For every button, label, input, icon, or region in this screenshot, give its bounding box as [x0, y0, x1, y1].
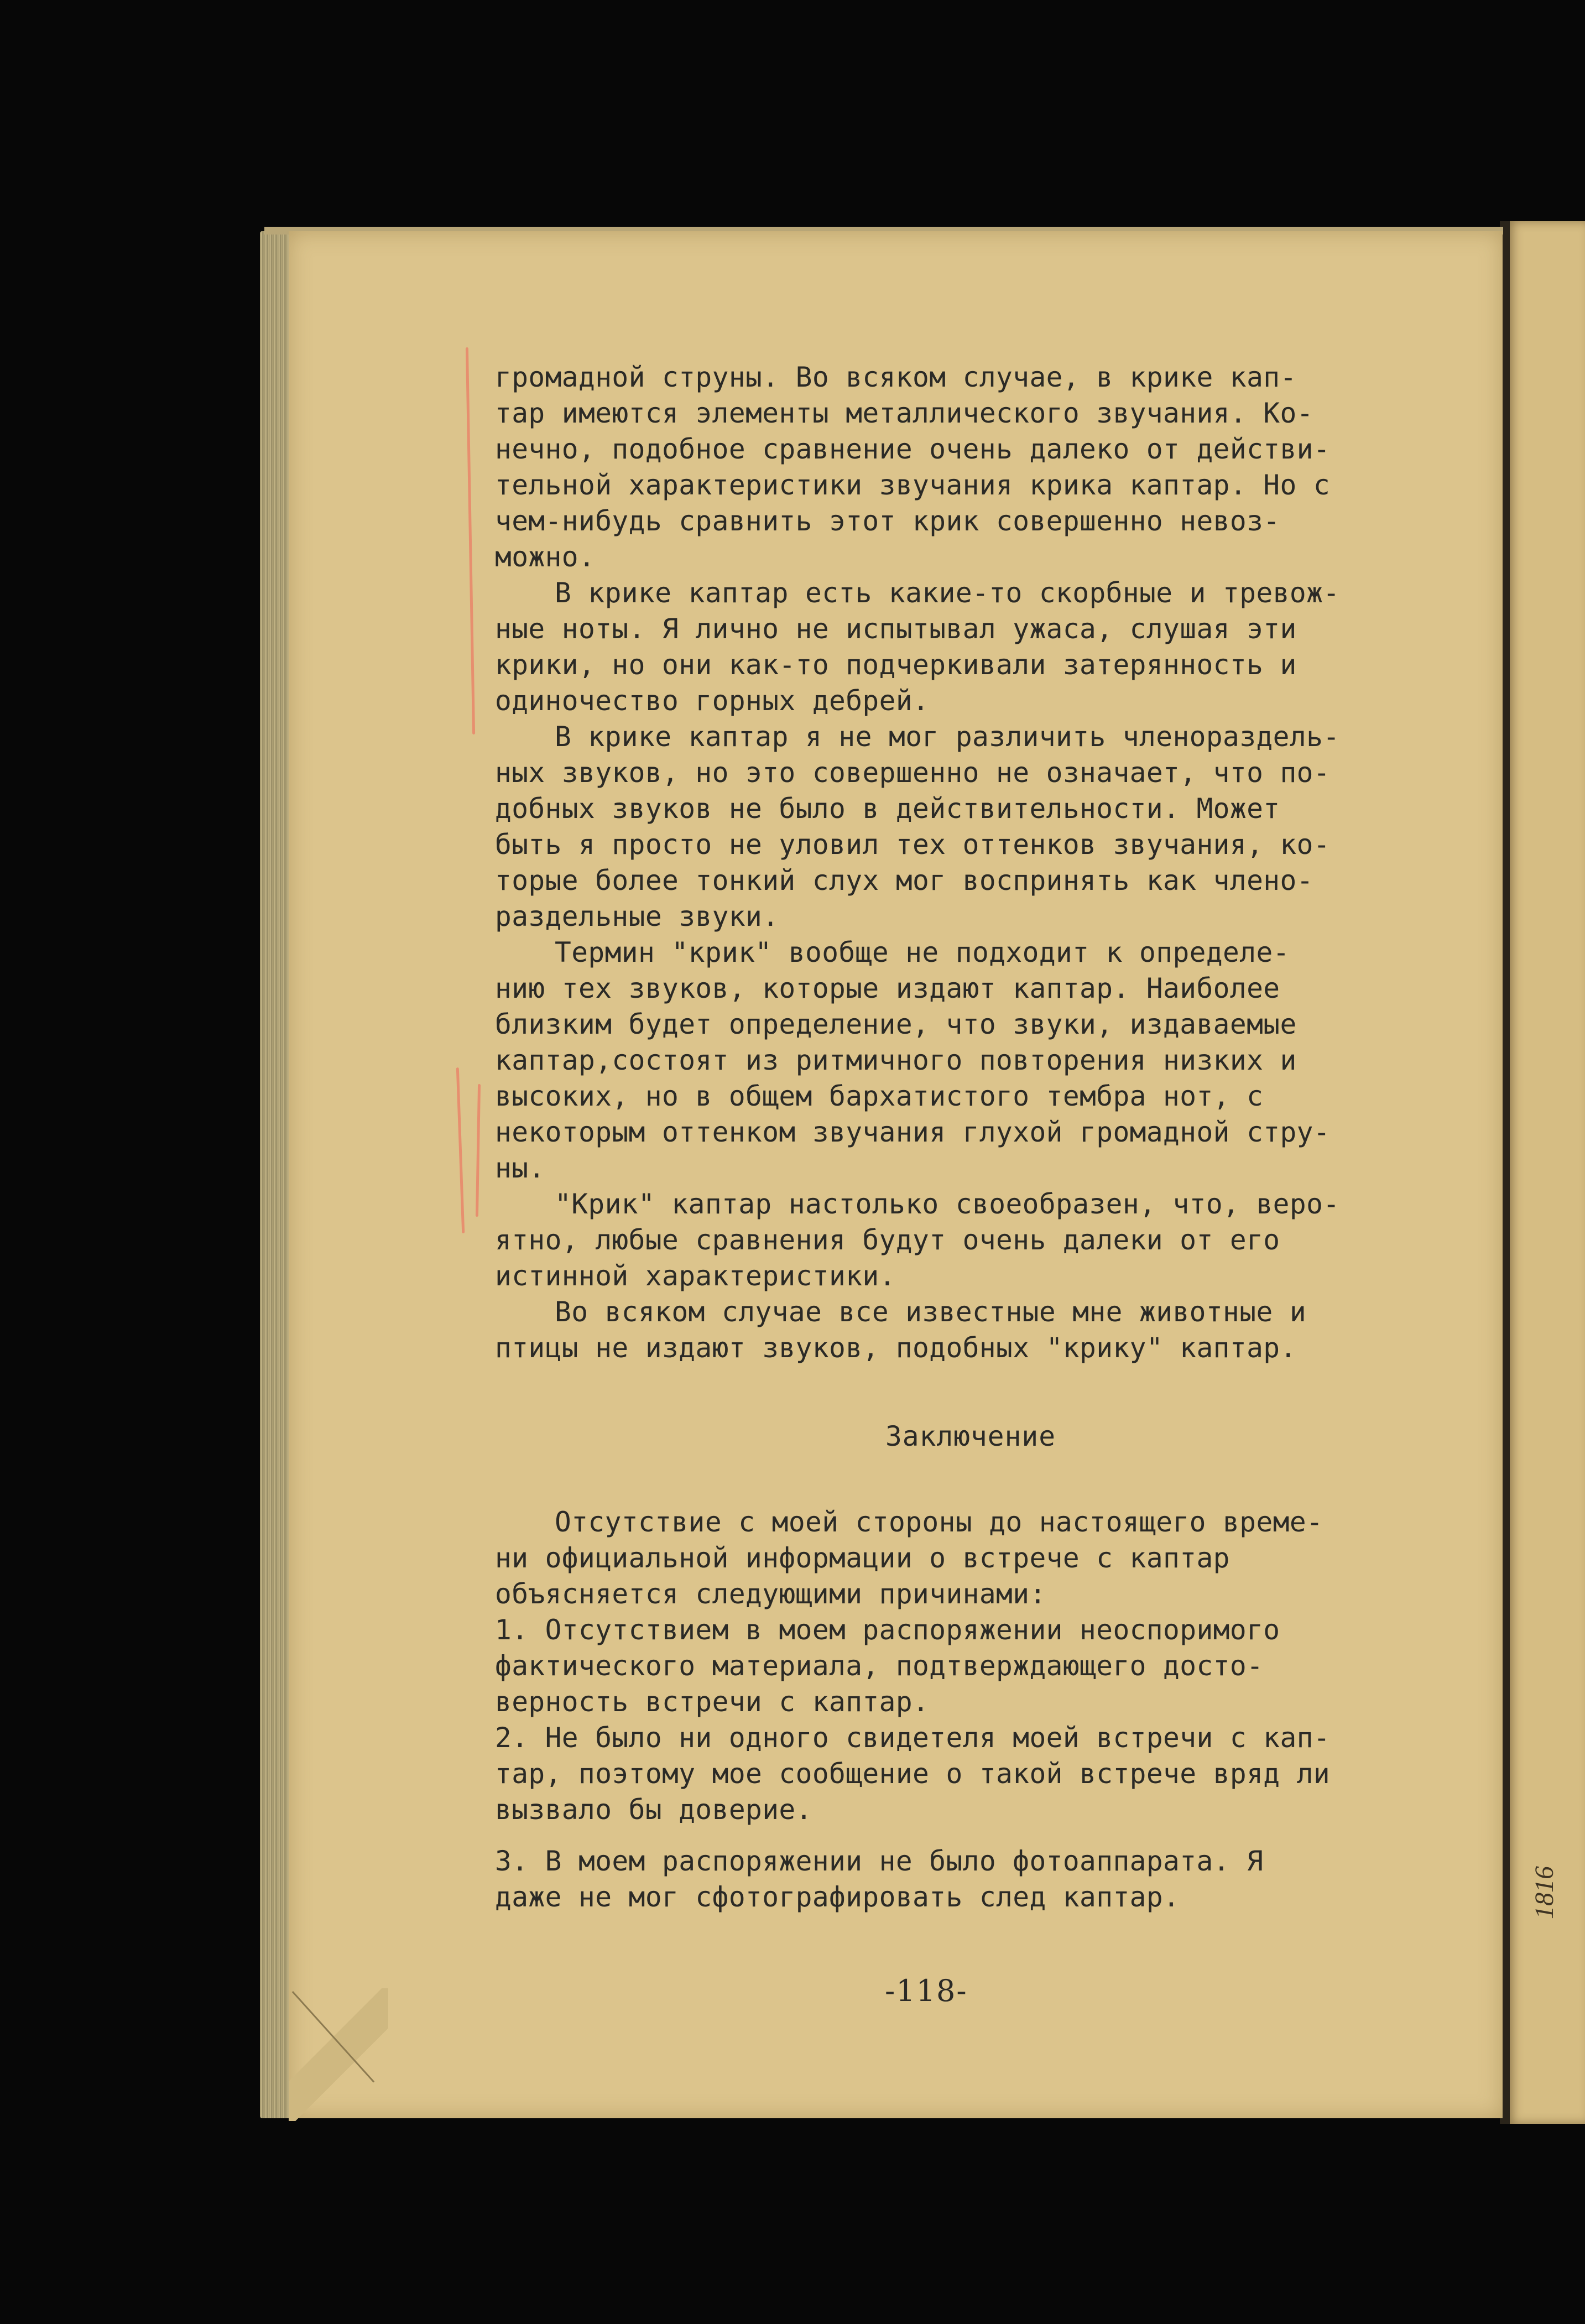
list-item	[495, 1720, 1446, 1828]
text-line: 2. Не было ни одного свидетеля моей встречи с кап-	[495, 1722, 1331, 1754]
text-line: крики, но они как-то подчеркивали затерянность и	[495, 649, 1297, 681]
reasons-list	[495, 1612, 1446, 1915]
text-line: тар, поэтому мое сообщение о такой встрече вряд ли	[495, 1758, 1331, 1790]
text-line: торые более тонкий слух мог воспринять как члено-	[495, 864, 1313, 897]
text-line: птицы не издают звуков, подобных "крику" каптар.	[495, 1332, 1297, 1364]
conclusion-paragraph	[495, 1504, 1446, 1612]
body-paragraph	[495, 359, 1446, 575]
text-line: тар имеются элементы металлического звучания. Ко-	[495, 397, 1313, 429]
body-paragraph	[495, 1294, 1446, 1366]
text-line: высоких, но в общем бархатистого тембра нот, с	[495, 1080, 1264, 1112]
text-line: вызвало бы доверие.	[495, 1794, 812, 1826]
conclusion-intro	[495, 1504, 1446, 1612]
text-line: ятно, любые сравнения будут очень далеки от его	[495, 1224, 1280, 1256]
text-line: одиночество горных дебрей.	[495, 685, 930, 717]
text-line: В крике каптар есть какие-то скорбные и тревож-	[555, 577, 1340, 609]
text-line: нию тех звуков, которые издают каптар. Наиболее	[495, 972, 1280, 1004]
text-line: истинной характеристики.	[495, 1260, 896, 1292]
paragraph-group	[495, 359, 1446, 1366]
text-line: чем-нибудь сравнить этот крик совершенно невоз-	[495, 505, 1280, 537]
text-line: В крике каптар я не мог различить членораздель-	[555, 721, 1340, 753]
body-paragraph	[495, 935, 1446, 1186]
text-line: ных звуков, но это совершенно не означает, что по-	[495, 757, 1331, 789]
text-line: громадной струны. Во всяком случае, в крике кап-	[495, 361, 1297, 393]
facing-page-edge	[1507, 221, 1585, 2124]
text-line: Во всяком случае все известные мне животные и	[555, 1296, 1307, 1328]
text-line: объясняется следующими причинами:	[495, 1578, 1046, 1610]
section-heading: Заключение	[885, 1420, 1056, 1452]
page-stack-edge	[260, 231, 293, 2118]
page-number: -118-	[885, 1973, 968, 2008]
text-line: каптар,состоят из ритмичного повторения низких и	[495, 1044, 1297, 1076]
body-paragraph	[495, 575, 1446, 719]
text-line: "Крик" каптар настолько своеобразен, что, веро-	[555, 1188, 1340, 1220]
body-paragraph	[495, 1186, 1446, 1294]
text-line: ные ноты. Я лично не испытывал ужаса, слушая эти	[495, 613, 1297, 645]
text-line: даже не мог сфотографировать след каптар.	[495, 1881, 1180, 1913]
text-line: ны.	[495, 1152, 545, 1184]
page-body	[495, 359, 1446, 1915]
text-line: быть я просто не уловил тех оттенков звучания, ко-	[495, 828, 1331, 861]
body-paragraph	[495, 719, 1446, 935]
text-line: Термин "крик" вообще не подходит к определе-	[555, 936, 1290, 968]
text-line: фактического материала, подтверждающего досто-	[495, 1650, 1264, 1682]
text-line: некоторым оттенком звучания глухой громадной стру-	[495, 1116, 1331, 1148]
text-line: близким будет определение, что звуки, издаваемые	[495, 1008, 1297, 1040]
text-line: ни официальной информации о встрече с каптар	[495, 1542, 1230, 1574]
text-line: добных звуков не было в действительности. Может	[495, 793, 1280, 825]
text-line: 1. Отсутствием в моем распоряжении неоспоримого	[495, 1614, 1280, 1646]
text-line: нечно, подобное сравнение очень далеко от действи-	[495, 433, 1331, 465]
text-line: 3. В моем распоряжении не было фотоаппарата. Я	[495, 1845, 1264, 1877]
text-line: тельной характеристики звучания крика каптар. Но с	[495, 469, 1331, 501]
text-line: верность встречи с каптар.	[495, 1686, 930, 1718]
text-line: Отсутствие с моей стороны до настоящего време-	[555, 1506, 1323, 1538]
archive-stamp-number: 1816	[1530, 1866, 1559, 1919]
folded-corner	[289, 1988, 388, 2121]
list-item	[495, 1612, 1446, 1720]
text-line: раздельные звуки.	[495, 900, 779, 932]
text-line: можно.	[495, 541, 596, 573]
list-item	[495, 1843, 1446, 1915]
